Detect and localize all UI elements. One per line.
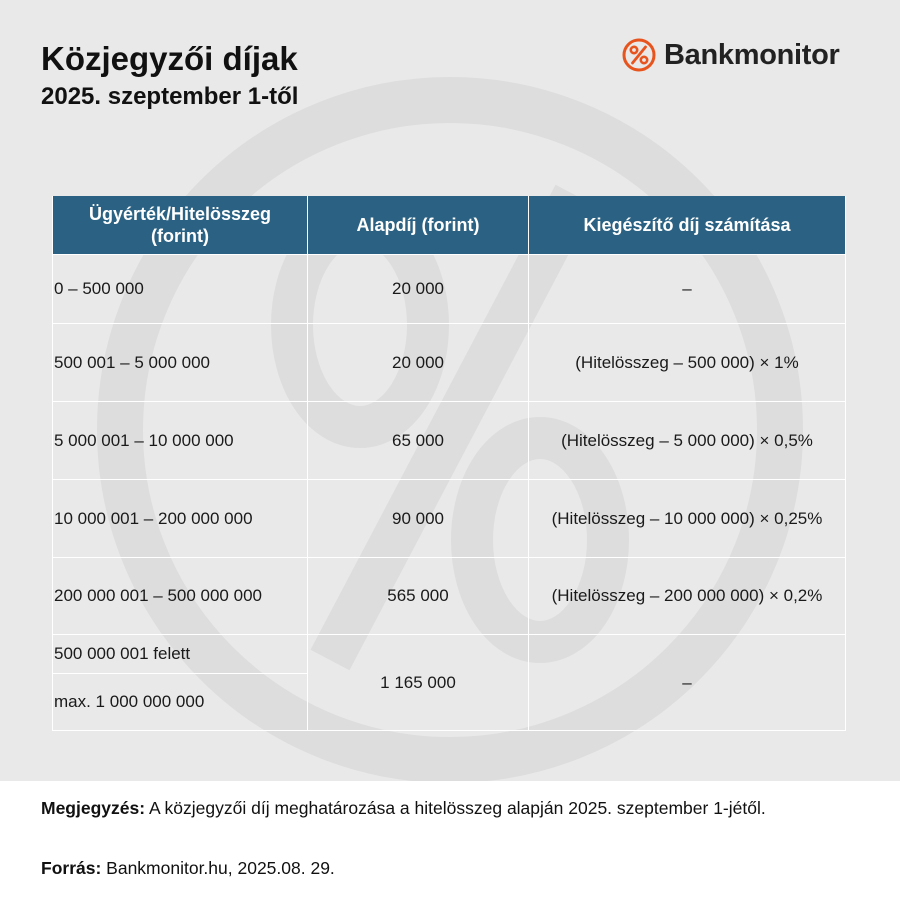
table-row — [53, 635, 846, 674]
table-header-row — [53, 196, 846, 255]
base-fee-cell: 565 000 — [308, 558, 529, 635]
table-row — [53, 255, 846, 324]
table-row — [53, 324, 846, 402]
source-line — [41, 858, 335, 879]
fee-table — [52, 196, 846, 731]
table-row — [53, 402, 846, 480]
base-fee-cell: 20 000 — [308, 255, 529, 324]
extra-fee-cell: (Hitelösszeg – 10 000 000) × 0,25% — [529, 480, 846, 558]
range-cell: 10 000 001 – 200 000 000 — [53, 480, 308, 558]
footnote-text: A közjegyzői díj meghatározása a hitelösszeg alapján 2025. szeptember 1-jétől. — [145, 798, 766, 818]
column-header-base-fee: Alapdíj (forint) — [308, 196, 529, 255]
column-header-range: Ügyérték/Hitelösszeg (forint) — [53, 196, 308, 255]
extra-fee-cell: (Hitelösszeg – 200 000 000) × 0,2% — [529, 558, 846, 635]
table-row — [53, 480, 846, 558]
footnote-label: Megjegyzés: — [41, 798, 146, 818]
source-label: Forrás: — [41, 858, 102, 878]
page-subtitle: 2025. szeptember 1-től — [41, 83, 299, 110]
extra-fee-cell: – — [529, 255, 846, 324]
source-text: Bankmonitor.hu, 2025.08. 29. — [101, 858, 335, 878]
base-fee-cell: 1 165 000 — [308, 635, 529, 731]
footnote — [41, 798, 766, 819]
extra-fee-cell: – — [529, 635, 846, 731]
range-cell: 200 000 001 – 500 000 000 — [53, 558, 308, 635]
page-title: Közjegyzői díjak — [41, 40, 298, 77]
brand-logo — [622, 37, 840, 73]
range-cell: 500 000 001 felett — [53, 635, 308, 674]
percent-circle-icon — [622, 38, 656, 72]
range-cell: 0 – 500 000 — [53, 255, 308, 324]
column-header-extra-fee: Kiegészítő díj számítása — [529, 196, 846, 255]
extra-fee-cell: (Hitelösszeg – 5 000 000) × 0,5% — [529, 402, 846, 480]
range-cell: 500 001 – 5 000 000 — [53, 324, 308, 402]
brand-name: Bankmonitor — [664, 38, 840, 71]
base-fee-cell: 20 000 — [308, 324, 529, 402]
range-cell: 5 000 001 – 10 000 000 — [53, 402, 308, 480]
base-fee-cell: 65 000 — [308, 402, 529, 480]
base-fee-cell: 90 000 — [308, 480, 529, 558]
extra-fee-cell: (Hitelösszeg – 500 000) × 1% — [529, 324, 846, 402]
table-row — [53, 558, 846, 635]
range-cell: max. 1 000 000 000 — [53, 674, 308, 731]
